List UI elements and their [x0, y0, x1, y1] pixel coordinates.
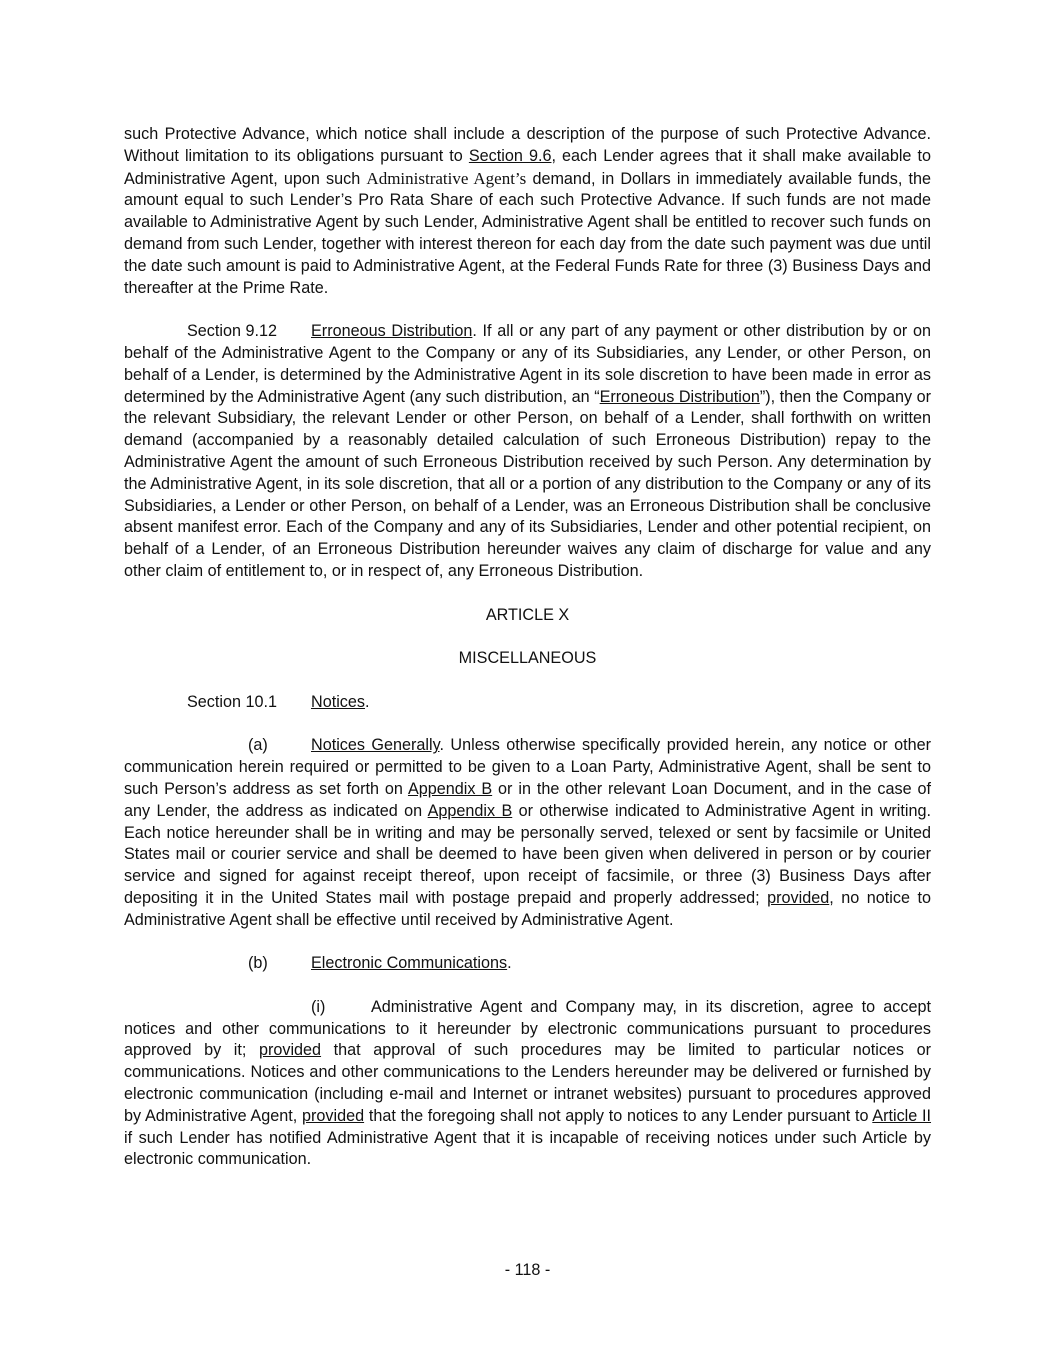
- subsection-title: Notices Generally: [311, 736, 440, 755]
- section-9-12-paragraph: Section 9.12 Erroneous Distribution. If all or any part of any payment or other distribution by or on behalf of the Administrative Agent to the Company or any of its Subsidiaries, any Lender, or other Person, on behalf of a Lender, is determined by the Administrative Agent in its sole discretion to have been made in error as determined by the Administrative Agent (any such distribution, an “Erroneous Distribution”), then the Company or the relevant Subsidiary, the relevant Lender or other Person, on behalf of a Lender, shall forthwith on written demand (accompanied by a reasonably detailed calculation of such Erroneous Distribution) repay to the Administrative Agent the amount of such Erroneous Distribution received by such Person. Any determination by the Administrative Agent, in its sole discretion, that all or a portion of any distribution to the Company or any of its Subsidiaries, a Lender or other Person, on behalf of a Lender, was an Erroneous Distribution shall be conclusive absent manifest error. Each of the Company and any of its Subsidiaries, Lender and other potential recipient, on behalf of a Lender, of an Erroneous Distribution hereunder waives any claim of discharge for value and any other claim of entitlement to, or in respect of, any Erroneous Distribution.: [124, 322, 932, 580]
- section-10-1-heading: Section 10.1 Notices.: [124, 692, 931, 714]
- document-page: [124, 124, 931, 1171]
- defined-term: Erroneous Distribution: [599, 387, 760, 406]
- article-subheading: MISCELLANEOUS: [458, 649, 597, 668]
- subsection-label: (a): [248, 736, 268, 755]
- serif-phrase: Administrative Agent’s: [366, 168, 527, 188]
- clause-label: (i): [311, 997, 326, 1016]
- article-reference: Article II: [872, 1106, 932, 1125]
- subsection-title: Electronic Communications: [311, 954, 508, 973]
- subsection-label: (b): [248, 954, 268, 973]
- article-heading: ARTICLE X: [485, 605, 570, 624]
- proviso-term: provided: [767, 888, 830, 907]
- paragraph-protective-advance: such Protective Advance, which notice shall include a description of the purpose of such Protective Advance. Without limitation to its obligations pursuant to Section 9.6, each Lender agrees that it shall make available to Administrative Agent, upon such Administrative Agent’s demand, in Dollars in immediately available funds, the amount equal to such Lender’s Pro Rata Share of each such Protective Advance. If such funds are not made available to Administrative Agent by such Lender, Administrative Agent shall be entitled to recover such funds on demand from such Lender, together with interest thereon for each day from the date such payment was due until the date such amount is paid to Administrative Agent, at the Federal Funds Rate for three (3) Business Days and thereafter at the Prime Rate.: [124, 125, 932, 297]
- appendix-reference: Appendix B: [407, 779, 493, 798]
- section-number: Section 10.1: [187, 692, 277, 711]
- section-title: Erroneous Distribution: [311, 322, 473, 341]
- clause-i-paragraph: (i) Administrative Agent and Company may, in its discretion, agree to accept notices and other communications to it hereunder by electronic communications pursuant to procedures approved by it; provided that approval of such procedures may be limited to particular notices or communications. Notices and other communications to the Lenders hereunder may be delivered or furnished by electronic communication (including e-mail and Internet or intranet websites) pursuant to procedures approved by Administrative Agent, provided that the foregoing shall not apply to notices to any Lender pursuant to Article II if such Lender has notified Administrative Agent that it is incapable of receiving notices under such Article by electronic communication.: [124, 997, 932, 1169]
- subsection-a-paragraph: (a) Notices Generally. Unless otherwise specifically provided herein, any notice or other communication herein required or permitted to be given to a Loan Party, Administrative Agent, shall be sent to such Person’s address as set forth on Appendix B or in the other relevant Loan Document, and in the case of any Lender, the address as indicated on Appendix B or otherwise indicated to Administrative Agent in writing. Each notice hereunder shall be in writing and may be personally served, telexed or sent by facsimile or United States mail or courier service and shall be deemed to have been given when delivered in person or by courier service and signed for against receipt thereof, upon receipt of facsimile, or three (3) Business Days after depositing it in the United States mail with postage prepaid and properly addressed; provided, no notice to Administrative Agent shall be effective until received by Administrative Agent.: [124, 736, 931, 929]
- section-reference: Section 9.6: [468, 146, 552, 165]
- section-number: Section 9.12: [187, 322, 277, 341]
- subsection-b-heading: (b) Electronic Communications.: [124, 953, 931, 975]
- proviso-term: provided: [258, 1041, 322, 1060]
- appendix-reference: Appendix B: [427, 801, 513, 820]
- page-number: - 118 -: [504, 1261, 551, 1279]
- section-title: Notices: [311, 692, 365, 711]
- proviso-term: provided: [301, 1106, 365, 1125]
